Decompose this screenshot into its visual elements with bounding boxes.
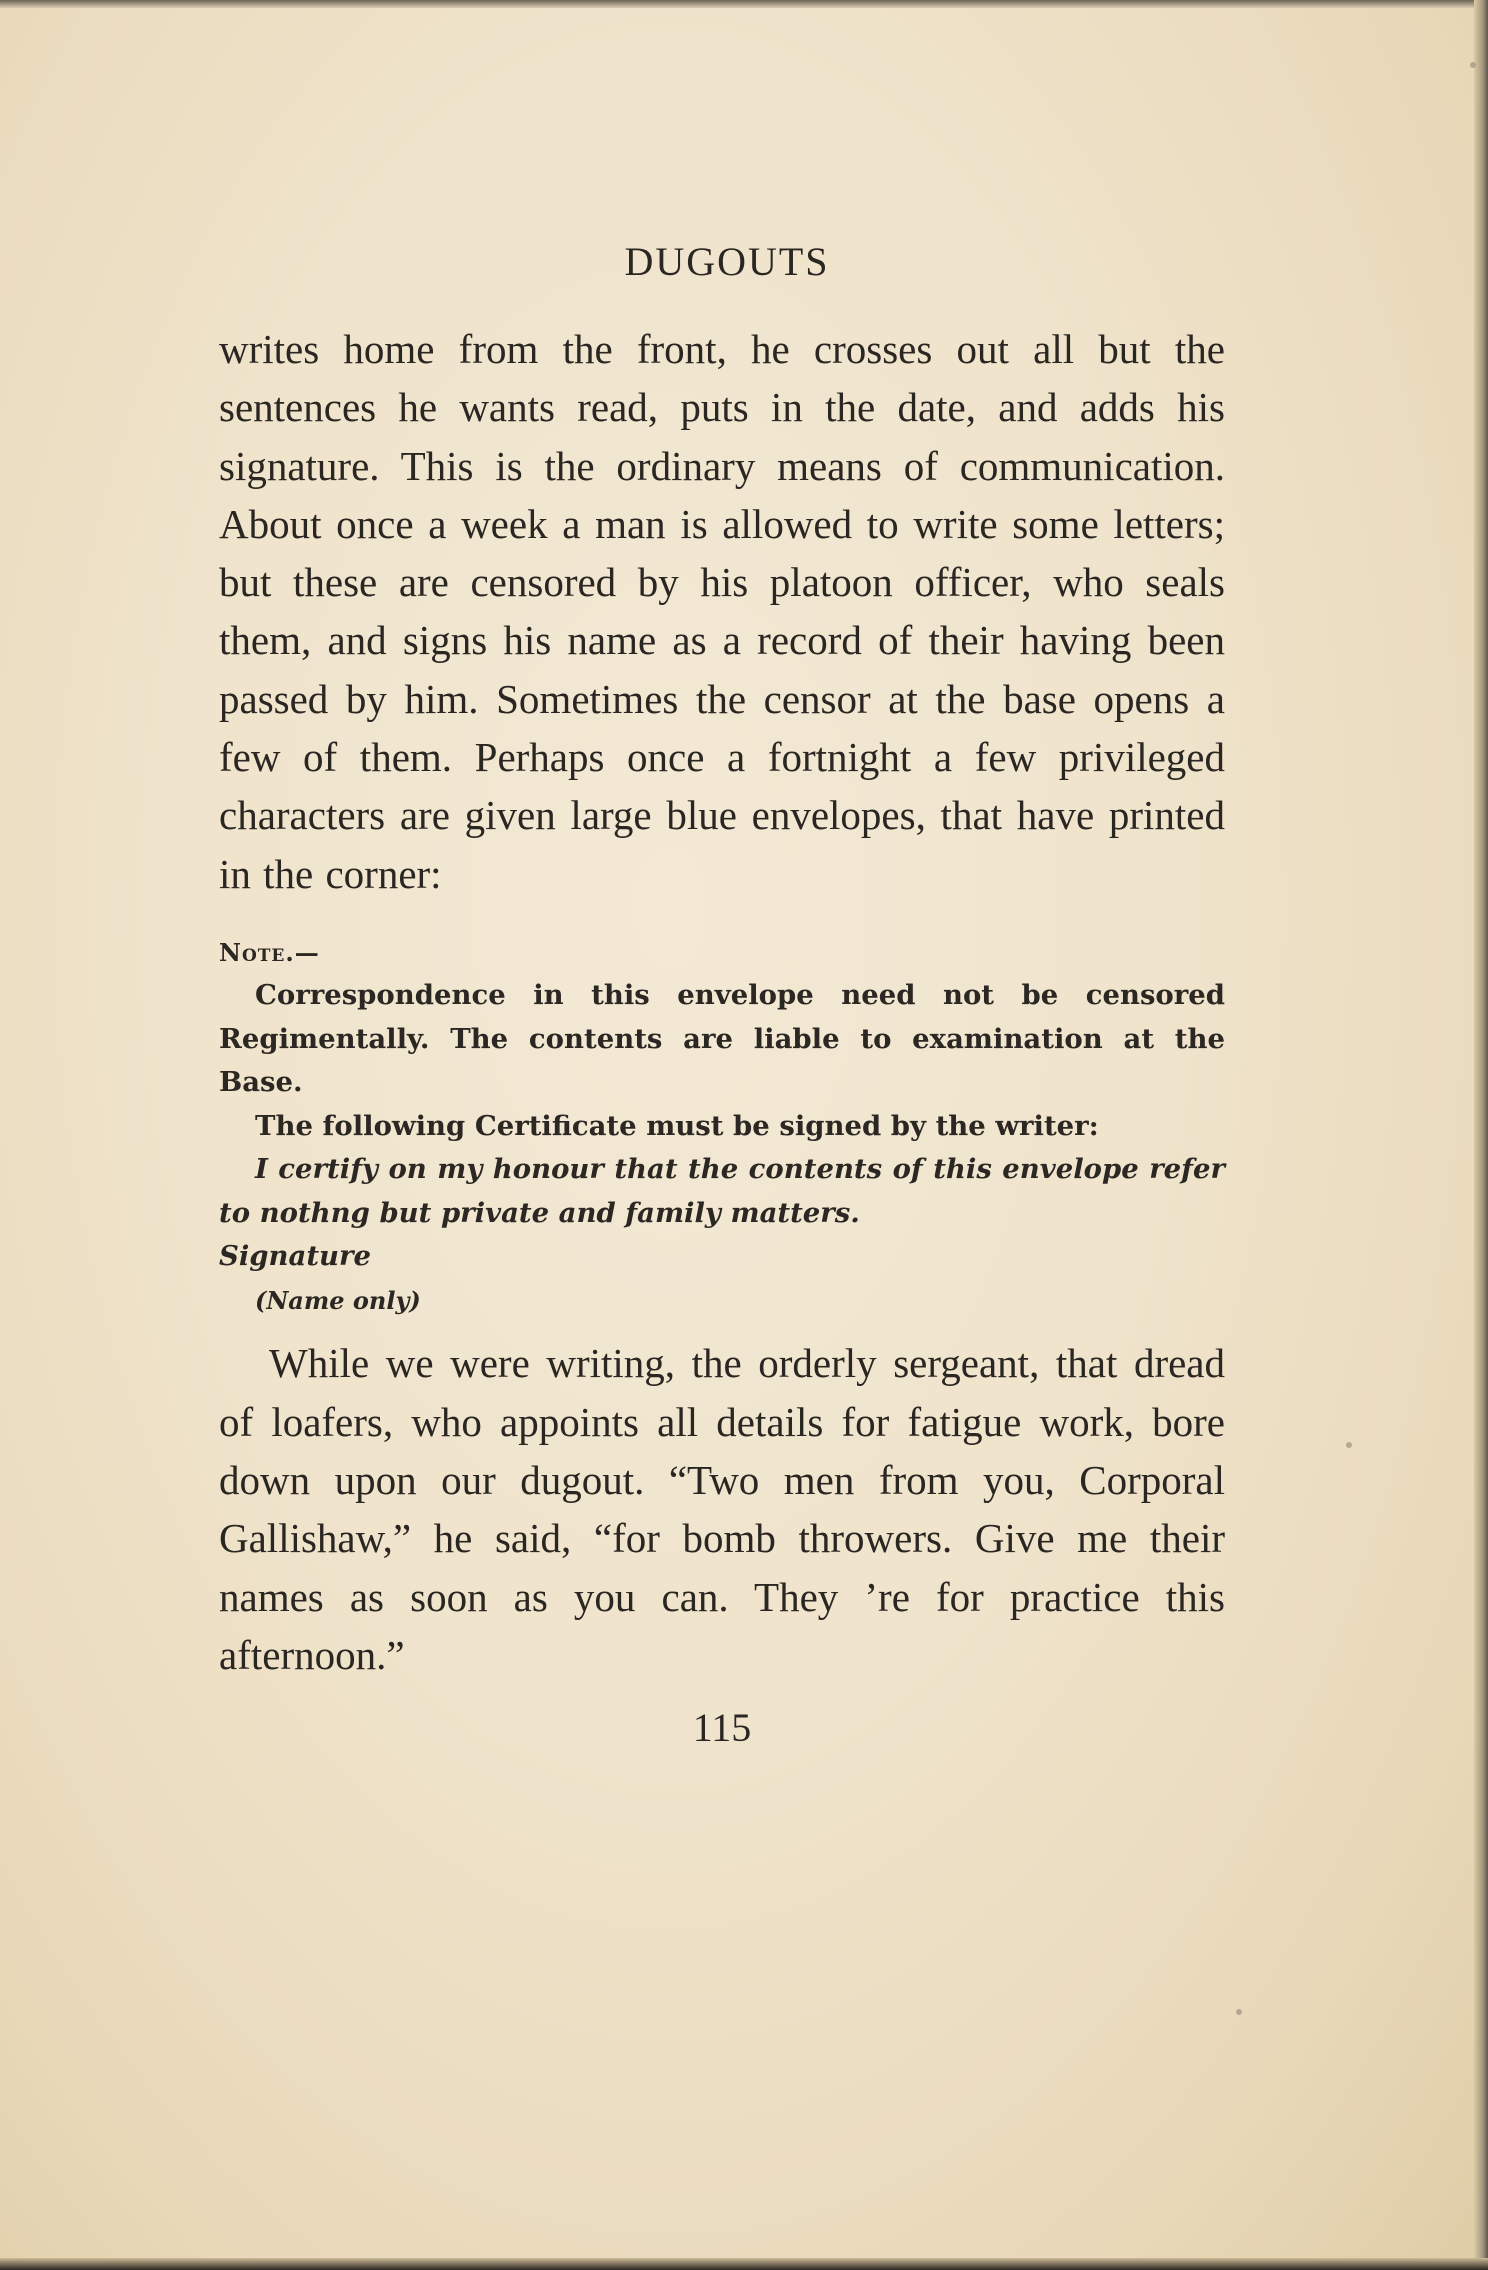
note-certificate: I certify on my honour that the contents of this envelope refer to nothng but private and family matters. [219, 1153, 1225, 1229]
envelope-note [219, 931, 1225, 1323]
page-number: 115 [692, 1705, 752, 1751]
note-line-2: The following Certificate must be signed by the writer: [255, 1109, 1099, 1142]
note-signature: Signature [219, 1240, 372, 1273]
paper-speck [1470, 62, 1476, 68]
note-label: Note.— [219, 937, 320, 967]
paragraph-1: writes home from the front, he crosses out all but the sentences he wants read, puts in the date, and adds his signature. This is the ordinary means of communication. About once a week a man is allowed to write some letters; but these are censored by his platoon officer, who seals them, and signs his name as a record of their having been passed by him. Sometimes the censor at the base opens a few of them. Perhaps once a fortnight a few privileged characters are given large blue envelopes, that have printed in the corner: [219, 326, 1225, 897]
note-line-1: Correspondence in this envelope need not be censored Regimentally. The contents are liable to examination at the Base. [219, 979, 1225, 1099]
page-text-block [219, 232, 1225, 1758]
page-bottom-edge [0, 2258, 1488, 2270]
note-name-only: (Name only) [255, 1285, 421, 1315]
page-right-edge [1474, 0, 1488, 2270]
page-top-edge [0, 0, 1488, 8]
paper-speck [1346, 1442, 1352, 1448]
paper-speck [1236, 2009, 1242, 2015]
running-head: DUGOUTS [624, 239, 830, 284]
paragraph-2: While we were writing, the orderly sergeant, that dread of loafers, who appoints all details for fatigue work, bore down upon our dugout. “Two men from you, Corporal Gallishaw,” he said, “for bomb throwers. Give me their names as soon as you can. They ’re for practice this afternoon.” [219, 1340, 1225, 1678]
